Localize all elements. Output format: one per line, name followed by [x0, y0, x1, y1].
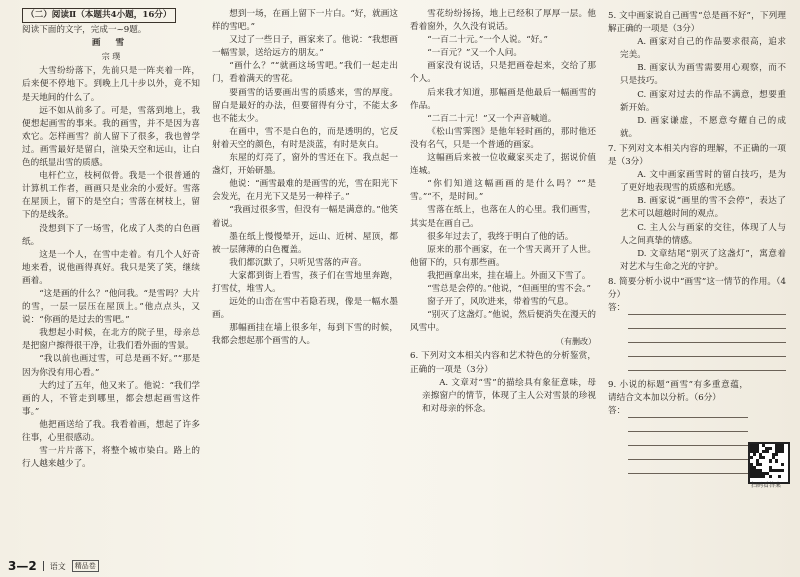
article-source-note: （有删改） — [556, 337, 596, 347]
question-stem: 6. 下列对文本相关内容和艺术特色的分析鉴赏，正确的一项是（3分） — [410, 351, 596, 375]
article-paragraph: 东屋的灯亮了，窗外的雪还在下。我点起一盏灯，开始研墨。 — [212, 153, 398, 177]
article-paragraph: “别灭了这盏灯。”他说，然后便消失在漫天的风雪中。 — [410, 310, 596, 334]
article-paragraph: 墨在纸上慢慢晕开，远山、近树、屋顶，都被一层薄薄的白色覆盖。 — [212, 231, 398, 255]
question-option[interactable]: D. 画家谦虚，不愿意夸耀自己的成就。 — [620, 115, 786, 139]
column-2 — [212, 8, 398, 553]
article-paragraph: 雪落在纸上，也落在人的心里。我们画雪，其实是在画自己。 — [410, 205, 596, 229]
article-paragraph: “我画过很多雪，但没有一幅是满意的。”他笑着说。 — [212, 205, 398, 229]
footer-divider — [43, 561, 44, 571]
page-number: 3—2 — [8, 559, 37, 573]
question-6 — [410, 350, 596, 415]
qr-module — [781, 469, 784, 472]
qr-module — [775, 453, 778, 456]
column-1 — [22, 8, 200, 553]
article-paragraph: 又过了一些日子，画家来了。他说：“我想画一幅雪景，送给远方的朋友。” — [212, 35, 398, 59]
answer-line[interactable] — [628, 405, 748, 418]
article-paragraph: 很多年过去了，我终于明白了他的话。 — [427, 231, 574, 242]
article-body-part-3 — [410, 8, 596, 335]
qr-module — [769, 475, 772, 478]
article-paragraph: 要画雪的话要画出雪的质感来，雪的厚度。留白是最好的办法，但要留得有分寸，不能太多也不能太少。 — [212, 87, 398, 124]
article-paragraph: “一百二十元。”一个人说。“好。” — [427, 35, 548, 46]
answer-label: 答： — [608, 406, 626, 417]
qr-module — [781, 463, 784, 466]
qr-caption: 扫码看答案 — [750, 482, 781, 489]
question-stem: 9. 小说的标题“画雪”有多重意蕴，请结合文本加以分析。（6分） — [608, 380, 748, 404]
question-7 — [608, 143, 786, 274]
question-option[interactable]: B. 画家认为画雪需要用心观察，而不只是技巧。 — [620, 63, 786, 87]
article-author: 宗 璞 — [101, 52, 121, 62]
article-body-part-1 — [22, 65, 200, 471]
article-paragraph: 我们都沉默了，只听见雪落的声音。 — [229, 257, 367, 268]
instruction: 阅读下面的文字，完成一~9题。 — [22, 25, 147, 36]
question-9 — [608, 379, 748, 474]
article-paragraph: 《松山雪霁图》是他年轻时画的，那时他还没有名气，只是一个普通的画家。 — [410, 126, 596, 150]
article-paragraph: 他说：“画雪最难的是画雪的光，雪在阳光下会发光，在月光下又是另一种样子。” — [212, 179, 398, 203]
article-paragraph: 原来的那个画家，在一个雪天离开了人世。他留下的，只有那些画。 — [410, 244, 596, 268]
article-paragraph: “雪总是会停的。”他说，“但画里的雪不会。” — [427, 283, 591, 294]
article-paragraph: 他把画送给了我。我看着画，想起了许多往事，心里很感动。 — [22, 419, 200, 443]
article-paragraph: 我把画拿出来，挂在墙上。外面又下雪了。 — [427, 270, 591, 281]
qr-module — [765, 450, 768, 453]
article-paragraph: 窗子开了，风吹进来，带着雪的气息。 — [427, 297, 574, 308]
answer-area[interactable] — [608, 405, 748, 418]
qr-module — [769, 459, 772, 462]
answer-line[interactable] — [628, 432, 748, 446]
qr-module — [775, 459, 778, 462]
article-paragraph: 这幅画后来被一位收藏家买走了，据说价值连城。 — [410, 153, 596, 177]
question-option[interactable]: D. 文章结尾“别灭了这盏灯”，寓意着对艺术与生命之光的守护。 — [620, 248, 786, 272]
article-paragraph: 在画中，雪不是白色的，而是透明的，它反射着天空的颜色，有时是淡蓝，有时是灰白。 — [212, 126, 398, 150]
answer-line[interactable] — [628, 357, 786, 371]
article-paragraph: 后来我才知道，那幅画是他最后一幅画雪的作品。 — [410, 87, 596, 111]
answer-line[interactable] — [628, 343, 786, 357]
qr-module — [759, 463, 762, 466]
article-paragraph: “画什么？”“就画这场雪吧。”我们一起走出门，看着满天的雪花。 — [212, 61, 398, 85]
qr-code-icon[interactable] — [748, 442, 790, 484]
qr-module — [762, 456, 765, 459]
subject-label: 语文 — [49, 561, 66, 571]
article-paragraph: 雪花纷纷扬扬，地上已经积了厚厚一层。他看着窗外，久久没有说话。 — [410, 9, 596, 33]
article-paragraph: 那幅画挂在墙上很多年，每到下雪的时候，我都会想起那个画雪的人。 — [212, 323, 398, 347]
question-stem: 8. 简要分析小说中“画雪”这一情节的作用。（4分） — [608, 276, 786, 300]
answer-line[interactable] — [628, 302, 786, 315]
question-option[interactable]: A. 画家对自己的作品要求很高，追求完美。 — [620, 37, 786, 61]
article-paragraph: 没想到下了一场雪，化成了人类的白色画纸。 — [22, 223, 200, 247]
article-paragraph: 我想起小时候，在北方的院子里，母亲总是把窗户擦得很干净，让我们看外面的雪景。 — [22, 328, 200, 352]
question-5 — [608, 10, 786, 141]
article-body-part-2 — [212, 8, 398, 348]
qr-module — [753, 453, 756, 456]
article-paragraph: “二百二十元！”又一个声音喊道。 — [427, 113, 557, 124]
qr-module — [781, 450, 784, 453]
answer-area[interactable] — [608, 302, 786, 315]
question-stem: 7. 下列对文本相关内容的理解，不正确的一项是（3分） — [608, 143, 786, 168]
section-heading: （二）阅读Ⅱ（本题共4小题，16分） — [22, 8, 176, 23]
brand-logo: 精品卷 — [72, 560, 99, 572]
article-paragraph: 画家没有说话，只是把画卷起来，交给了那个人。 — [410, 61, 596, 85]
article-paragraph: “我以前也画过雪，可总是画不好。”“那是因为你没有用心看。” — [22, 354, 200, 378]
answer-line[interactable] — [628, 418, 748, 432]
answer-label: 答： — [608, 303, 626, 314]
article-paragraph: 远处的山峦在雪中若隐若现，像是一幅水墨画。 — [212, 297, 398, 321]
question-8 — [608, 276, 786, 371]
question-stem: 5. 文中画家说自己画雪“总是画不好”，下列理解正确的一项是（3分） — [608, 11, 786, 35]
article-title: 画 雪 — [91, 38, 131, 49]
answer-line[interactable] — [628, 329, 786, 343]
qr-module — [769, 447, 772, 450]
article-paragraph: 远不如从前多了。可是，雪落到地上，我便想起画雪的事来。我的画雪，并不是因为喜欢它。怎样画雪？前人留下了很多，我也曾学过。画雪最好是留白，渲染天空和远山，让白色的纸显出雪的质感。 — [22, 105, 200, 169]
answer-line[interactable] — [628, 446, 748, 460]
article-paragraph: “这是画的什么？”他问我。“是雪吗？大片的雪，一层一层压在屋顶上。”他点点头，又说：“你画的是过去的雪吧。” — [22, 288, 200, 326]
article-paragraph: 电杆伫立，枝柯似骨。我是一个很普通的计算机工作者，画画只是业余的小爱好。雪落在屋顶上，留下的是空白；雪落在树枝上，留下的是线条。 — [22, 171, 200, 221]
article-paragraph: “一百元？”又一个人问。 — [427, 48, 522, 59]
article-paragraph: 大雪纷纷落下，先前只是一阵夹着一阵，后来便不停地下。到晚上几十步以外，竟不知是天地间的什么了。 — [22, 66, 200, 103]
qr-module — [762, 475, 765, 478]
qr-module — [778, 475, 781, 478]
answer-line[interactable] — [628, 460, 748, 474]
question-option[interactable]: A. 文章对“雪”的描绘具有象征意味，母亲擦窗户的情节，体现了主人公对雪景的珍视和对母亲的怀念。 — [422, 377, 596, 414]
answer-line[interactable] — [628, 315, 786, 329]
page-footer — [8, 558, 99, 574]
article-paragraph: 这是一个人，在雪中走着。有几个人好奇地来看，说他画得真好。我只是笑了笑，继续画着。 — [22, 249, 200, 286]
question-option[interactable]: B. 画家说“画里的雪不会停”，表达了艺术可以超越时间的观点。 — [620, 196, 786, 220]
article-paragraph: 大家都到街上看雪，孩子们在雪地里奔跑，打雪仗，堆雪人。 — [212, 270, 398, 294]
question-option[interactable]: A. 文中画家画雪时的留白技巧，是为了更好地表现雪的质感和光感。 — [620, 170, 786, 194]
article-paragraph: 雪一片片落下，将整个城市染白。路上的行人越来越少了。 — [22, 446, 200, 470]
question-option[interactable]: C. 主人公与画家的交往，体现了人与人之间真挚的情感。 — [620, 222, 786, 246]
article-paragraph: 大约过了五年，他又来了。他说：“我们学画的人，不管走到哪里，都会想起画雪这件事。” — [22, 380, 200, 417]
article-paragraph: 想到一场，在画上留下一片白。“好，就画这样的雪吧。” — [212, 9, 398, 33]
column-3 — [410, 8, 596, 553]
qr-module — [750, 456, 753, 459]
article-paragraph: “你们知道这幅画画的是什么吗？”“是雪。”“不，是时间。” — [410, 179, 596, 203]
question-option[interactable]: C. 画家对过去的作品不满意，想要重新开始。 — [620, 89, 786, 113]
